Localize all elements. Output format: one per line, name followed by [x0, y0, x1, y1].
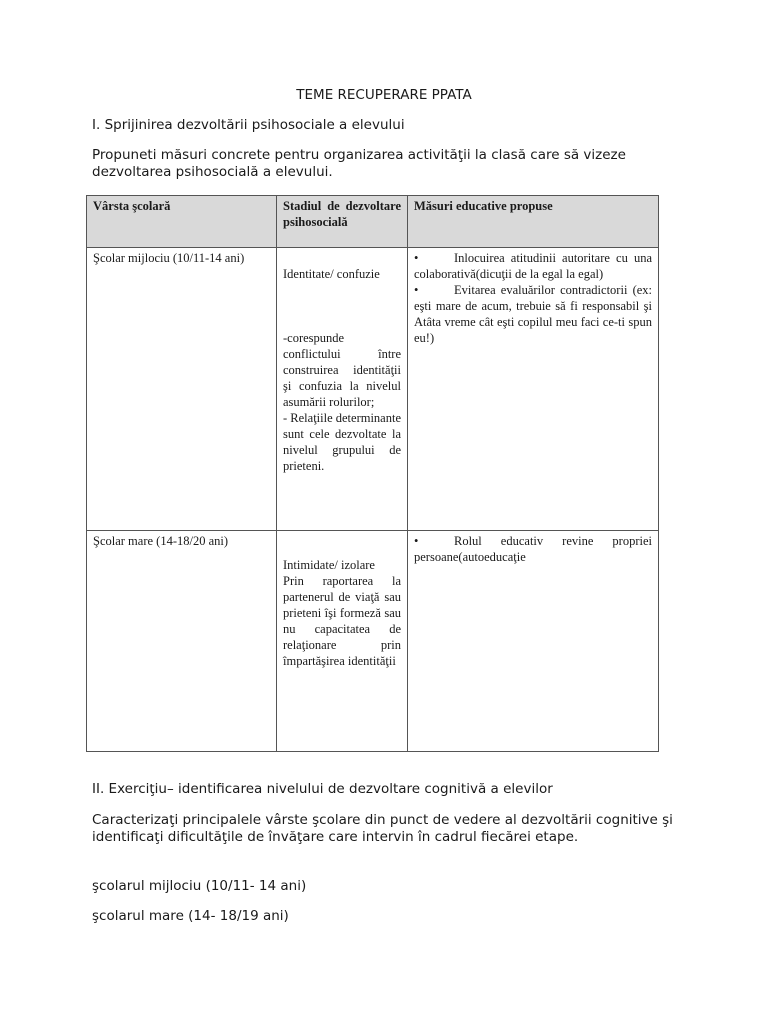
bullet-icon: • — [414, 283, 419, 297]
row2-stage — [277, 531, 408, 752]
table-header-row — [87, 196, 659, 248]
header-age: Vârsta şcolară — [87, 196, 277, 248]
row1-stage-name: Identitate/ confuzie — [283, 267, 380, 281]
section1-heading: I. Sprijinirea dezvoltării psihosociale a elevului — [92, 117, 405, 133]
bullet-icon: • — [414, 534, 419, 548]
document-title: TEME RECUPERARE PPATA — [296, 87, 472, 103]
section2-age2: şcolarul mare (14- 18/19 ani) — [92, 908, 289, 924]
list-item: • Inlocuirea atitudinii autoritare cu una colaborativă(dicuţii de la egal la egal) — [414, 251, 652, 281]
row1-age: Şcolar mijlociu (10/11-14 ani) — [87, 248, 277, 531]
section2-intro: Caracterizaţi principalele vârste şcolare din punct de vedere al dezvoltării cognitive şi identificaţi dificultăţile de învăţare care intervin în cadrul fiecărei etape. — [92, 812, 673, 845]
row1-stage-desc1: -corespunde conflictului între construirea identităţii şi confuzia la nivelul asumării rolurilor; — [283, 331, 401, 409]
table-row — [87, 531, 659, 752]
table-row — [87, 248, 659, 531]
row1-stage-desc2: - Relaţiile determinante sunt cele dezvoltate la nivelul grupului de prieteni. — [283, 411, 402, 473]
row2-stage-name: Intimidate/ izolare — [283, 558, 375, 572]
row1-stage — [277, 248, 408, 531]
row2-age: Şcolar mare (14-18/20 ani) — [87, 531, 277, 752]
row2-stage-desc1: Prin raportarea la partenerul de viaţă sau prieteni îşi formeză sau nu capacitatea de relaţionare prin împartăşirea identităţii — [283, 574, 401, 668]
header-stage: Stadiul de dezvoltare psihosocială — [277, 196, 408, 248]
list-item: • Rolul educativ revine propriei persoane(autoeducaţie — [414, 534, 652, 564]
row1-measures — [408, 248, 659, 531]
list-item: • Evitarea evaluărilor contradictorii (ex: eşti mare de acum, trebuie să fi responsabil şi Atâta vreme cât eşti copilul meu faci ce-ti spun eu!) — [414, 283, 652, 345]
section2-age1: şcolarul mijlociu (10/11- 14 ani) — [92, 878, 307, 894]
bullet-icon: • — [414, 251, 419, 265]
section1-intro: Propuneti măsuri concrete pentru organizarea activităţii la clasă care să vizeze dezvoltarea psihosocială a elevului. — [92, 147, 626, 180]
header-measures: Măsuri educative propuse — [408, 196, 659, 248]
psychosocial-table — [86, 195, 659, 752]
section2-heading: II. Exerciţiu– identificarea nivelului de dezvoltare cognitivă a elevilor — [92, 781, 553, 797]
row2-measures — [408, 531, 659, 752]
